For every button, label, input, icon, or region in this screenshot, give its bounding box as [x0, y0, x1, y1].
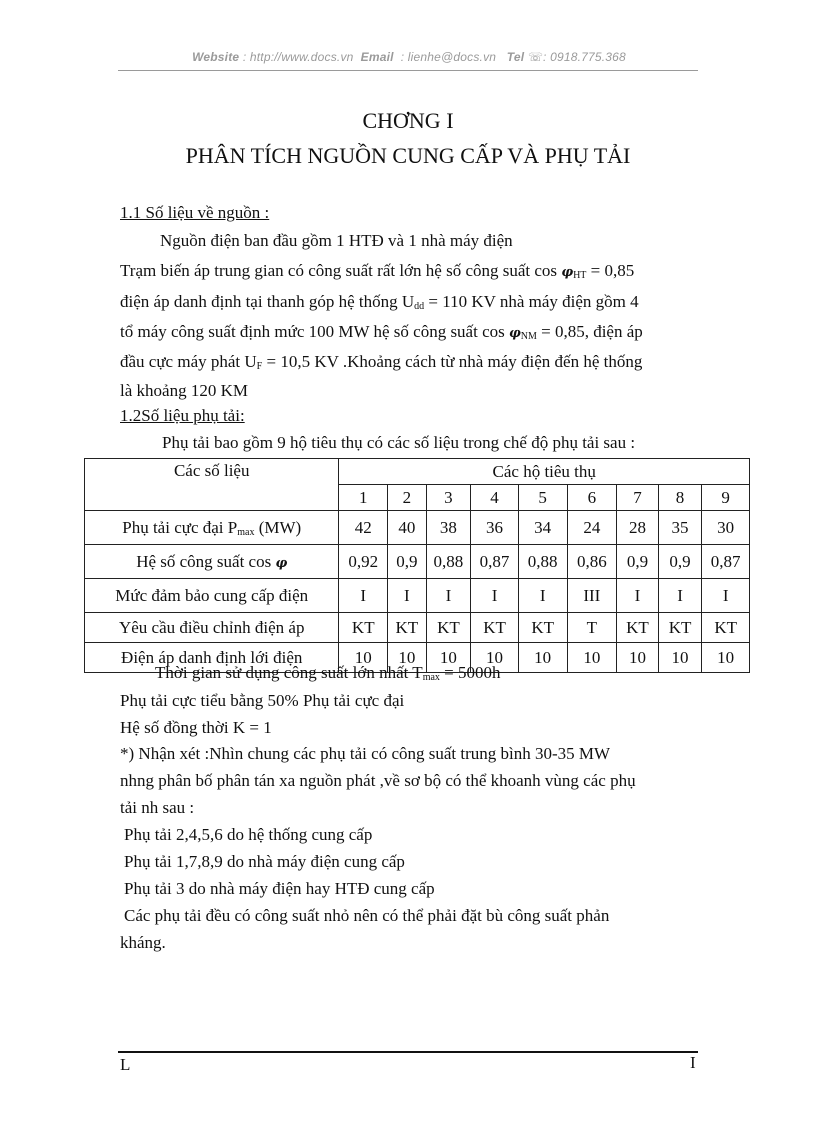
table-header-consumers: Các hộ tiêu thụ — [339, 459, 750, 485]
table-cell: I — [617, 579, 659, 613]
text-segment: (MW) — [254, 517, 302, 537]
paragraph-line: Phụ tải 2,4,5,6 do hệ thống cung cấp — [124, 825, 373, 844]
consumer-id: 5 — [518, 485, 567, 511]
text-segment: Phụ tải cực đại P — [122, 517, 238, 537]
table-cell: 34 — [518, 511, 567, 545]
text-segment: = 5000h — [439, 663, 501, 682]
table-cell: 30 — [702, 511, 750, 545]
tel-value: : 0918.775.368 — [543, 50, 626, 64]
table-cell: 40 — [388, 511, 427, 545]
table-cell: 10 — [658, 643, 702, 673]
table-cell: 10 — [388, 643, 427, 673]
email-value[interactable]: : lienhe@docs.vn — [400, 50, 497, 64]
text-segment: điện áp danh định tại thanh góp hệ thống U — [120, 292, 415, 311]
table-cell: KT — [388, 613, 427, 643]
email-label: Email — [360, 50, 394, 64]
phi-symbol: φ — [275, 555, 288, 571]
table-cell: 0,87 — [471, 545, 519, 579]
table-cell: KT — [471, 613, 519, 643]
section-heading-loads: 1.2Số liệu phụ tải: — [120, 406, 245, 425]
table-cell: 0,88 — [426, 545, 471, 579]
consumer-id: 3 — [426, 485, 471, 511]
row-label: Mức đảm bảo cung cấp điện — [85, 579, 339, 613]
phi-symbol: φ — [561, 265, 574, 280]
subscript: dd — [414, 301, 425, 312]
footer-divider — [118, 1051, 698, 1053]
paragraph-line: Phụ tải bao gồm 9 hộ tiêu thụ có các số liệu trong chế độ phụ tải sau : — [162, 433, 636, 452]
table-cell: 28 — [617, 511, 659, 545]
table-cell: 0,88 — [518, 545, 567, 579]
phi-symbol: φ — [508, 326, 521, 341]
table-cell: 36 — [471, 511, 519, 545]
consumer-id: 9 — [702, 485, 750, 511]
table-header-parameters: Các số liệu — [85, 459, 339, 511]
consumer-id: 6 — [567, 485, 617, 511]
load-data-table — [84, 458, 750, 673]
text-segment: tổ máy công suất định mức 100 MW hệ số công suất cos — [120, 322, 505, 341]
row-label: Điện áp danh định lới điện — [85, 643, 339, 673]
subscript: NM — [520, 331, 537, 342]
table-cell: KT — [702, 613, 750, 643]
chapter-title: CHƠNG I — [362, 108, 454, 133]
table-cell: 0,92 — [339, 545, 388, 579]
paragraph-line: Nguồn điện ban đầu gồm 1 HTĐ và 1 nhà máy điện — [160, 231, 513, 250]
table-cell: I — [339, 579, 388, 613]
table-cell: 10 — [702, 643, 750, 673]
table-cell: I — [702, 579, 750, 613]
paragraph-line: Các phụ tải đều có công suất nhỏ nên có thể phải đặt bù công suất phản — [124, 906, 610, 925]
table-cell: 10 — [518, 643, 567, 673]
page-header — [120, 50, 698, 64]
table-cell: 10 — [471, 643, 519, 673]
table-cell: 10 — [567, 643, 617, 673]
table-cell: I — [658, 579, 702, 613]
paragraph-line — [120, 352, 642, 372]
paragraph-line — [120, 292, 639, 312]
table-cell: KT — [617, 613, 659, 643]
footer-left: L — [120, 1055, 131, 1074]
table-cell: I — [388, 579, 427, 613]
text-segment: = 0,85 — [590, 261, 635, 280]
table-cell: I — [518, 579, 567, 613]
table-cell: 0,87 — [702, 545, 750, 579]
row-label: Yêu cầu điều chỉnh điện áp — [85, 613, 339, 643]
consumer-id: 1 — [339, 485, 388, 511]
table-cell: 24 — [567, 511, 617, 545]
subscript: F — [256, 361, 263, 372]
header-divider — [118, 70, 698, 71]
paragraph-line: kháng. — [120, 933, 166, 952]
table-cell: 0,86 — [567, 545, 617, 579]
text-segment: đầu cực máy phát U — [120, 352, 257, 371]
table-cell: 35 — [658, 511, 702, 545]
table-cell: III — [567, 579, 617, 613]
table-row — [85, 579, 750, 613]
subscript: HT — [573, 270, 587, 281]
section-heading-sources: 1.1 Số liệu về nguồn : — [120, 203, 270, 222]
chapter-subtitle: PHÂN TÍCH NGUỒN CUNG CẤP VÀ PHỤ TẢI — [185, 143, 631, 168]
row-label — [85, 545, 339, 579]
subscript: max — [237, 526, 255, 538]
text-segment: = 0,85, điện áp — [536, 322, 643, 341]
table-cell: 0,9 — [617, 545, 659, 579]
consumer-id: 8 — [658, 485, 702, 511]
paragraph-line — [120, 322, 643, 342]
consumer-id: 4 — [471, 485, 519, 511]
table-row — [85, 511, 750, 545]
paragraph-line — [120, 261, 634, 281]
website-value[interactable]: : http://www.docs.vn — [242, 50, 354, 64]
page-number: I — [690, 1053, 696, 1072]
paragraph-line: Phụ tải cực tiểu bằng 50% Phụ tải cực đại — [120, 691, 405, 710]
table-cell: 0,9 — [388, 545, 427, 579]
paragraph-line: tải nh sau : — [120, 798, 195, 817]
table-row — [85, 613, 750, 643]
table-cell: KT — [426, 613, 471, 643]
row-label — [85, 511, 339, 545]
paragraph-line: Hệ số đồng thời K = 1 — [120, 718, 272, 737]
table-cell: 38 — [426, 511, 471, 545]
text-segment: Hệ số công suất cos — [136, 551, 272, 571]
paragraph-line: là khoảng 120 KM — [120, 381, 248, 400]
table-cell: I — [471, 579, 519, 613]
paragraph-line — [155, 663, 501, 683]
table-cell: 0,9 — [658, 545, 702, 579]
text-segment: Trạm biến áp trung gian có công suất rất lớn hệ số công suất cos — [120, 261, 558, 280]
table-cell: 10 — [617, 643, 659, 673]
table-cell: KT — [518, 613, 567, 643]
table-cell: 10 — [426, 643, 471, 673]
paragraph-line: Phụ tải 1,7,8,9 do nhà máy điện cung cấp — [124, 852, 405, 871]
tel-label: Tel — [506, 50, 525, 64]
table-cell: KT — [658, 613, 702, 643]
table-cell: I — [426, 579, 471, 613]
consumer-id: 2 — [388, 485, 427, 511]
text-segment: Thời gian sử dụng công suất lớn nhất T — [155, 663, 423, 682]
table-row — [85, 545, 750, 579]
paragraph-line: Phụ tải 3 do nhà máy điện hay HTĐ cung cấp — [124, 879, 435, 898]
consumer-id: 7 — [617, 485, 659, 511]
table-cell: T — [567, 613, 617, 643]
table-cell: 10 — [339, 643, 388, 673]
table-cell: KT — [339, 613, 388, 643]
subscript: max — [422, 672, 440, 683]
paragraph-line: *) Nhận xét :Nhìn chung các phụ tải có công suất trung bình 30-35 MW — [120, 744, 611, 763]
paragraph-line: nhng phân bố phân tán xa nguồn phát ,về sơ bộ có thể khoanh vùng các phụ — [120, 771, 636, 790]
text-segment: = 10,5 KV .Khoảng cách từ nhà máy điện đến hệ thống — [262, 352, 643, 371]
phone-icon: ☏ — [527, 50, 544, 64]
table-cell: 42 — [339, 511, 388, 545]
text-segment: = 110 KV nhà máy điện gồm 4 — [424, 292, 639, 311]
website-label: Website — [192, 50, 240, 64]
